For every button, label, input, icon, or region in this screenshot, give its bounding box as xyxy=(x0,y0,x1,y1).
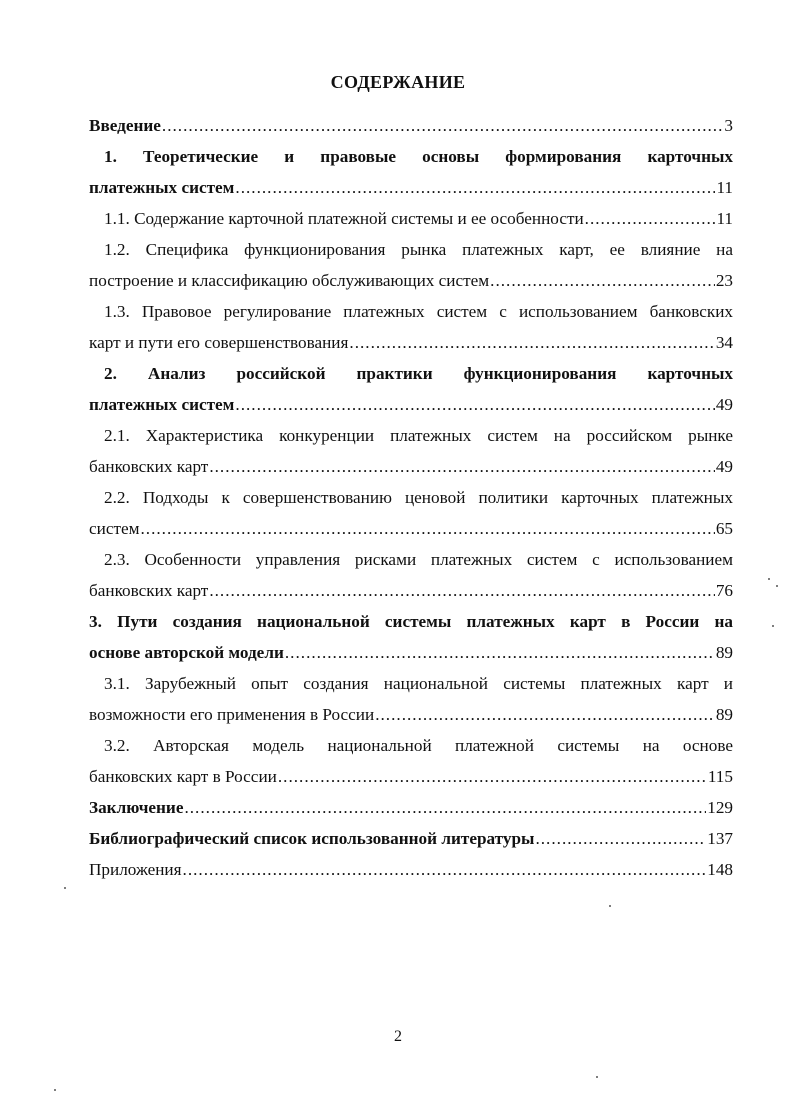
toc-entry-title-line: 1.3. Правовое регулирование платежных систем с использованием банковских xyxy=(104,302,733,321)
page-number: 2 xyxy=(394,1028,402,1045)
toc-entry-chapter-3 xyxy=(89,606,733,668)
toc-entry-title: возможности его применения в России xyxy=(89,705,375,724)
toc-page-number: 23 xyxy=(715,271,733,290)
toc-entry-section-2-2 xyxy=(89,482,733,544)
toc-page-number: 34 xyxy=(715,333,733,352)
toc-page-number: 148 xyxy=(707,860,733,879)
dot-leader xyxy=(162,110,724,141)
scan-speck xyxy=(772,625,774,627)
toc-entry-section-3-2 xyxy=(89,730,733,792)
scan-speck xyxy=(609,905,611,907)
toc-page-number: 89 xyxy=(715,705,733,724)
toc-entry-introduction xyxy=(89,110,733,141)
dot-leader xyxy=(278,761,707,792)
toc-page-number: 129 xyxy=(707,798,733,817)
toc-entry-section-2-1 xyxy=(89,420,733,482)
toc-page-number: 137 xyxy=(707,829,733,848)
scan-speck xyxy=(776,585,778,587)
toc-entry-title: основе авторской модели xyxy=(89,643,284,662)
toc-entry-title-line: 3.1. Зарубежный опыт создания национальной системы платежных карт и xyxy=(104,674,733,693)
toc-entry-conclusion xyxy=(89,792,733,823)
toc-entry-title-line: 1.2. Специфика функционирования рынка платежных карт, ее влияние на xyxy=(104,240,733,259)
toc-entry-title-line: 1. Теоретические и правовые основы формирования карточных xyxy=(104,147,733,166)
toc-entry-title-line: 2. Анализ российской практики функционирования карточных xyxy=(104,364,733,383)
toc-entry-title: платежных систем xyxy=(89,178,235,197)
toc-entry-title: платежных систем xyxy=(89,395,235,414)
toc-entry-title: Библиографический список использованной литературы xyxy=(89,829,535,848)
scan-speck xyxy=(768,578,770,580)
toc-entry-title: систем xyxy=(89,519,140,538)
toc-entry-section-1-2 xyxy=(89,234,733,296)
toc-entry-title: банковских карт xyxy=(89,457,209,476)
dot-leader xyxy=(235,172,715,203)
toc-entry-section-3-1 xyxy=(89,668,733,730)
table-of-contents xyxy=(89,110,733,885)
toc-page-number: 49 xyxy=(715,395,733,414)
toc-entry-title: банковских карт в России xyxy=(89,767,277,786)
toc-entry-chapter-2 xyxy=(89,358,733,420)
scan-speck xyxy=(64,887,66,889)
scan-speck xyxy=(596,1076,598,1078)
toc-entry-title-line: 2.3. Особенности управления рисками платежных систем с использованием xyxy=(104,550,733,569)
dot-leader xyxy=(209,451,714,482)
dot-leader xyxy=(140,513,714,544)
toc-entry-section-1-1 xyxy=(89,203,733,234)
dot-leader xyxy=(184,792,706,823)
toc-entry-title-line: 2.2. Подходы к совершенствованию ценовой политики карточных платежных xyxy=(104,488,733,507)
toc-page-number: 115 xyxy=(707,767,733,786)
toc-entry-appendices xyxy=(89,854,733,885)
toc-entry-section-2-3 xyxy=(89,544,733,606)
page-title: СОДЕРЖАНИЕ xyxy=(330,72,466,92)
toc-entry-title: Приложения xyxy=(89,860,182,879)
toc-page-number: 76 xyxy=(715,581,733,600)
toc-entry-title: 1.1. Содержание карточной платежной системы и ее особенности xyxy=(104,209,584,228)
scan-speck xyxy=(54,1089,56,1091)
dot-leader xyxy=(235,389,714,420)
dot-leader xyxy=(490,265,715,296)
dot-leader xyxy=(285,637,715,668)
toc-entry-title: Введение xyxy=(89,116,161,135)
dot-leader xyxy=(375,699,715,730)
toc-entry-title-line: 3. Пути создания национальной системы платежных карт в России на xyxy=(89,612,733,631)
dot-leader xyxy=(209,575,714,606)
toc-entry-chapter-1 xyxy=(89,141,733,203)
toc-entry-title-line: 3.2. Авторская модель национальной платежной системы на основе xyxy=(104,736,733,755)
toc-page-number: 65 xyxy=(715,519,733,538)
toc-entry-title: построение и классификацию обслуживающих систем xyxy=(89,271,490,290)
toc-page-number: 11 xyxy=(716,209,733,228)
toc-page-number: 49 xyxy=(715,457,733,476)
dot-leader xyxy=(585,203,716,234)
toc-entry-title: Заключение xyxy=(89,798,184,817)
dot-leader xyxy=(349,327,714,358)
toc-page-number: 3 xyxy=(724,116,733,135)
toc-entry-bibliography xyxy=(89,823,733,854)
toc-page-number: 11 xyxy=(716,178,733,197)
dot-leader xyxy=(183,854,707,885)
toc-entry-title: банковских карт xyxy=(89,581,209,600)
toc-entry-section-1-3 xyxy=(89,296,733,358)
toc-entry-title: карт и пути его совершенствования xyxy=(89,333,349,352)
dot-leader xyxy=(535,823,706,854)
toc-page-number: 89 xyxy=(715,643,733,662)
toc-entry-title-line: 2.1. Характеристика конкуренции платежных систем на российском рынке xyxy=(104,426,733,445)
